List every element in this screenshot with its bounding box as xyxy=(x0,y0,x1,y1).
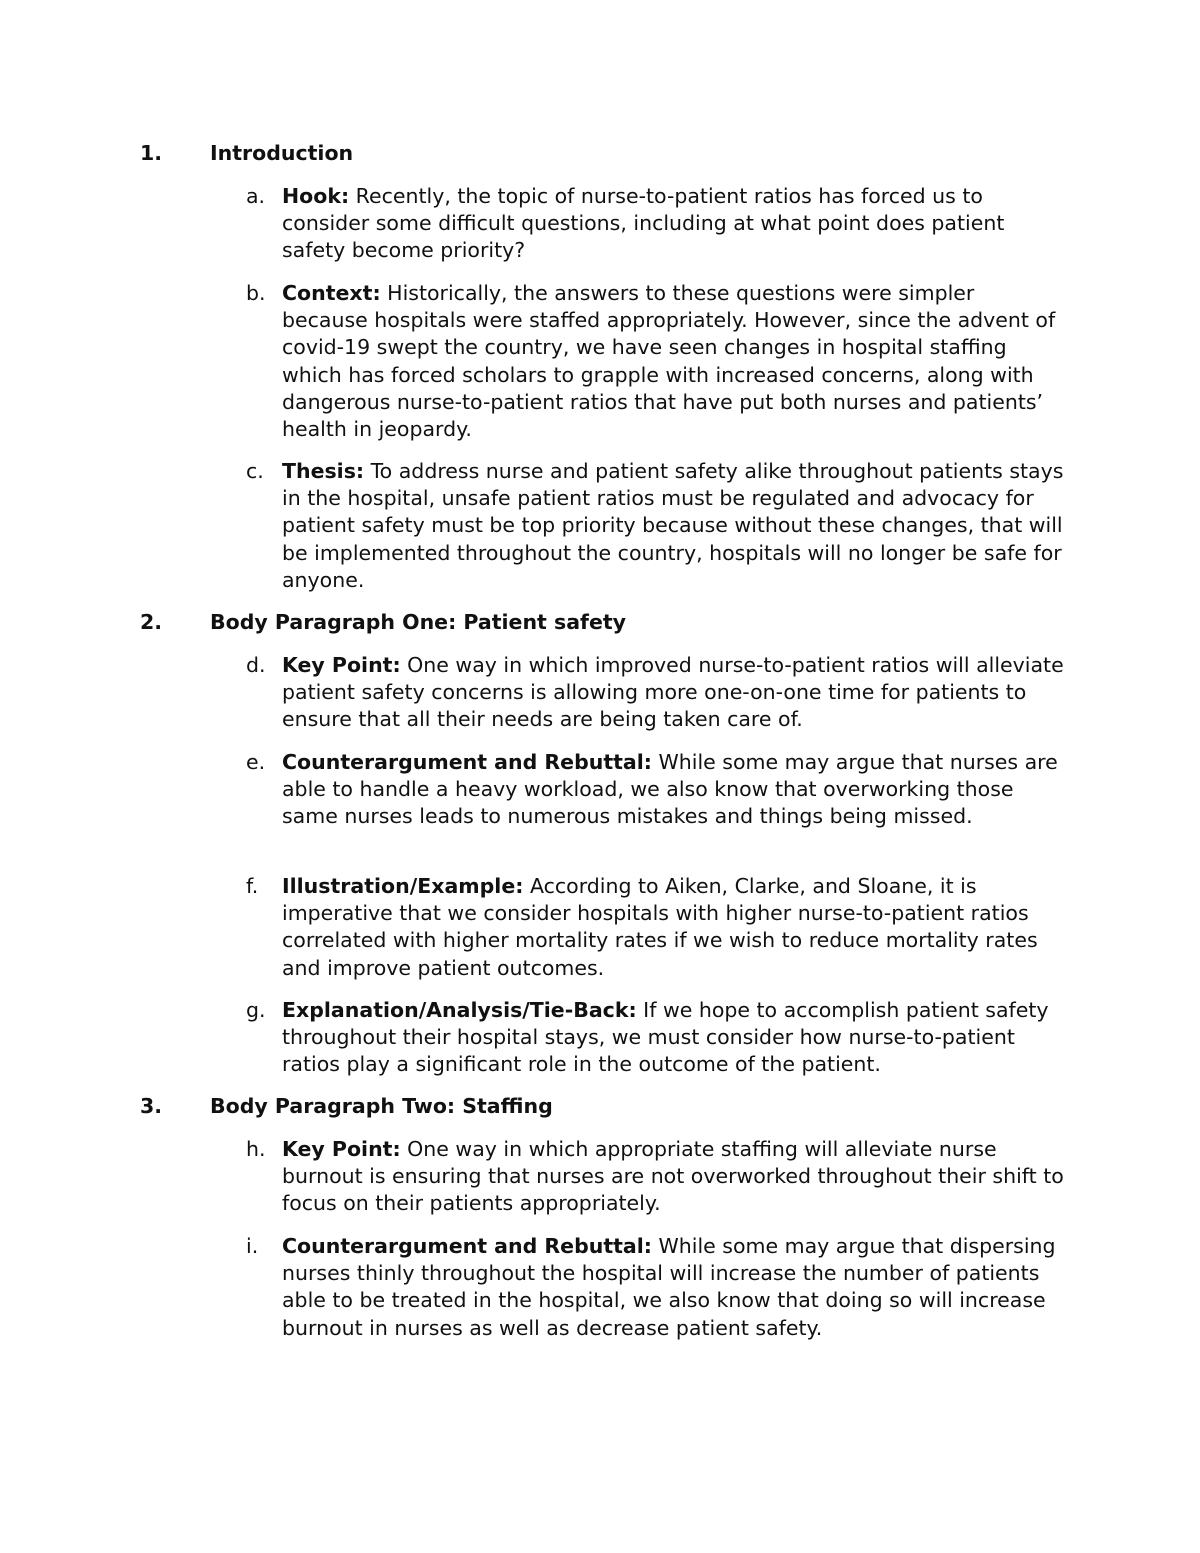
item-text: Historically, the answers to these questions were simpler because hospitals were staffed appropriately. However, since the advent of covid-19 swept the country, we have seen changes in hospital staffing which has forced scholars to grapple with increased concerns, along with dangerous nurse-to-patient ratios that have put both nurses and patients’ health in jeopardy. xyxy=(282,281,1056,442)
item-label: Hook: xyxy=(282,184,350,208)
outline-item-counterargument xyxy=(246,1233,1066,1342)
item-label: Counterargument and Rebuttal: xyxy=(282,1234,652,1258)
section-heading-patient-safety xyxy=(140,609,626,636)
item-label: Key Point: xyxy=(282,653,401,677)
outline-item-context xyxy=(246,280,1066,443)
item-label: Counterargument and Rebuttal: xyxy=(282,750,652,774)
item-label: Thesis: xyxy=(282,459,365,483)
section-heading-staffing xyxy=(140,1093,553,1120)
item-marker: a. xyxy=(246,184,266,208)
item-label: Illustration/Example: xyxy=(282,874,524,898)
section-number: 3. xyxy=(140,1094,163,1118)
item-text: Recently, the topic of nurse-to-patient ratios has forced us to consider some difficult questions, including at what point does patient safety become priority? xyxy=(282,184,1005,263)
item-marker: g. xyxy=(246,998,266,1022)
item-text: According to Aiken, Clarke, and Sloane, it is imperative that we consider hospitals with higher nurse-to-patient ratios correlated with higher mortality rates if we wish to reduce mortality rates and improve patient outcomes. xyxy=(282,874,1038,980)
item-marker: c. xyxy=(246,459,264,483)
item-marker: i. xyxy=(246,1234,259,1258)
item-label: Explanation/Analysis/Tie-Back: xyxy=(282,998,637,1022)
section-title: Body Paragraph Two: Staffing xyxy=(210,1094,553,1118)
outline-item-counterargument xyxy=(246,749,1066,831)
item-text: One way in which appropriate staffing will alleviate nurse burnout is ensuring that nurses are not overworked throughout their shift to focus on their patients appropriately. xyxy=(282,1137,1064,1216)
item-marker: h. xyxy=(246,1137,266,1161)
item-text: One way in which improved nurse-to-patient ratios will alleviate patient safety concerns is allowing more one-on-one time for patients to ensure that all their needs are being taken care of. xyxy=(282,653,1064,732)
section-heading-introduction xyxy=(140,140,353,167)
item-label: Key Point: xyxy=(282,1137,401,1161)
item-marker: d. xyxy=(246,653,266,677)
section-number: 2. xyxy=(140,610,163,634)
outline-item-explanation xyxy=(246,997,1066,1079)
item-label: Context: xyxy=(282,281,381,305)
outline-item-hook xyxy=(246,183,1066,265)
section-title: Body Paragraph One: Patient safety xyxy=(210,610,627,634)
item-marker: e. xyxy=(246,750,266,774)
outline-item-thesis xyxy=(246,458,1066,594)
item-text: While some may argue that dispersing nurses thinly throughout the hospital will increase the number of patients able to be treated in the hospital, we also know that doing so will increase burnout in nurses as well as decrease patient safety. xyxy=(282,1234,1056,1340)
item-text: While some may argue that nurses are able to handle a heavy workload, we also know that overworking those same nurses leads to numerous mistakes and things being missed. xyxy=(282,750,1058,829)
section-title: Introduction xyxy=(210,141,354,165)
item-text: To address nurse and patient safety alike throughout patients stays in the hospital, unsafe patient ratios must be regulated and advocacy for patient safety must be top priority because without these changes, that will be implemented throughout the country, hospitals will no longer be safe for anyone. xyxy=(282,459,1064,592)
item-text: If we hope to accomplish patient safety throughout their hospital stays, we must consider how nurse-to-patient ratios play a significant role in the outcome of the patient. xyxy=(282,998,1049,1077)
section-number: 1. xyxy=(140,141,163,165)
item-marker: b. xyxy=(246,281,266,305)
outline-item-illustration xyxy=(246,873,1066,982)
outline-item-key-point xyxy=(246,1136,1066,1218)
item-marker: f. xyxy=(246,874,259,898)
outline-item-key-point xyxy=(246,652,1066,734)
